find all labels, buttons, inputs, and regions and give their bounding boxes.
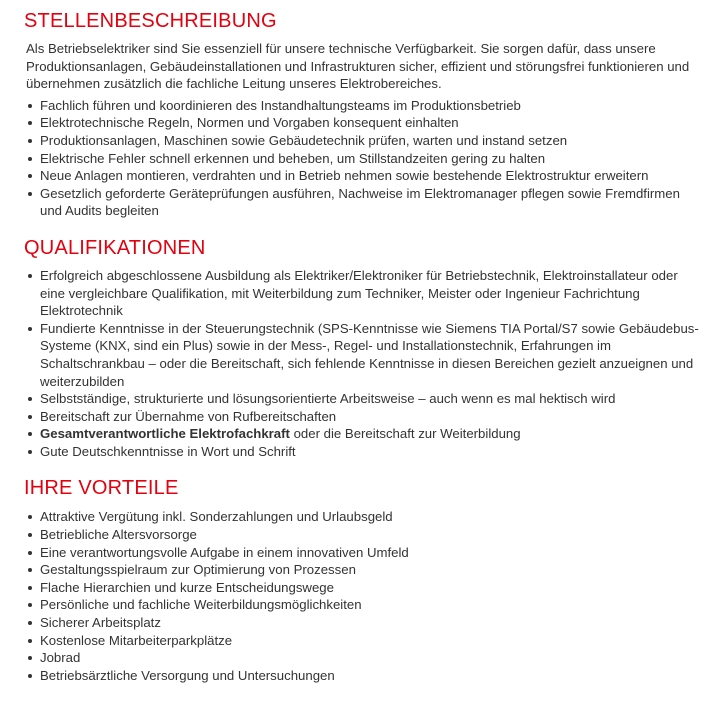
- list-item: Kostenlose Mitarbeiterparkplätze: [40, 632, 700, 650]
- section-qualifikationen: [24, 235, 701, 461]
- list-item: Jobrad: [40, 649, 700, 667]
- list-item: Bereitschaft zur Übernahme von Rufbereitschaften: [40, 408, 700, 426]
- list-item: Neue Anlagen montieren, verdrahten und in Betrieb nehmen sowie bestehende Elektrostruktur erweitern: [40, 167, 700, 185]
- quali-list: [24, 267, 701, 461]
- bold-text: Gesamtverantwortliche Elektrofachkraft: [40, 426, 290, 442]
- list-item: Attraktive Vergütung inkl. Sonderzahlungen und Urlaubsgeld: [40, 508, 700, 526]
- list-item: Flache Hierarchien und kurze Entscheidungswege: [40, 579, 700, 597]
- list-item: Selbstständige, strukturierte und lösungsorientierte Arbeitsweise – auch wenn es mal hektisch wird: [40, 390, 700, 408]
- list-item: Gestaltungsspielraum zur Optimierung von Prozessen: [40, 561, 700, 579]
- list-item: Elektrische Fehler schnell erkennen und beheben, um Stillstandzeiten gering zu halten: [40, 150, 700, 168]
- intro-paragraph: Als Betriebselektriker sind Sie essenziell für unsere technische Verfügbarkeit. Sie sorgen dafür, dass unsere Produktionsanlagen, Gebäudeinstallationen und Infrastrukturen sicher, effizient und störungsfrei funktionieren und übernehmen zusätzlich die fachliche Leitung unseres Elektrobereiches.: [26, 41, 690, 92]
- stellen-list: [24, 97, 701, 220]
- list-item: Gute Deutschkenntnisse in Wort und Schrift: [40, 443, 700, 461]
- list-item: Eine verantwortungsvolle Aufgabe in einem innovativen Umfeld: [40, 544, 700, 562]
- list-item: Erfolgreich abgeschlossene Ausbildung als Elektriker/Elektroniker für Betriebstechnik, Elektroinstallateur oder eine vergleichbare Qualifikation, mit Weiterbildung zum Techniker, Meister oder Ingenieur Fachrichtung Elektrotechnik: [40, 267, 700, 320]
- list-item: Betriebliche Altersvorsorge: [40, 526, 700, 544]
- list-item: Betriebsärztliche Versorgung und Untersuchungen: [40, 667, 700, 685]
- list-item: Persönliche und fachliche Weiterbildungsmöglichkeiten: [40, 596, 700, 614]
- list-item: Produktionsanlagen, Maschinen sowie Gebäudetechnik prüfen, warten und instand setzen: [40, 132, 700, 150]
- list-item: Gesetzlich geforderte Geräteprüfungen ausführen, Nachweise im Elektromanager pflegen sowie Fremdfirmen und Audits begleiten: [40, 185, 700, 220]
- section-stellenbeschreibung: [24, 8, 701, 220]
- section-title-stellenbeschreibung: STELLENBESCHREIBUNG: [24, 10, 277, 32]
- list-item: Fachlich führen und koordinieren des Instandhaltungsteams im Produktionsbetrieb: [40, 97, 700, 115]
- section-title-qualifikationen: QUALIFIKATIONEN: [24, 236, 206, 259]
- bold-item-rest: oder die Bereitschaft zur Weiterbildung: [289, 426, 521, 442]
- list-item: Elektrotechnische Regeln, Normen und Vorgaben konsequent einhalten: [40, 114, 700, 132]
- section-title-vorteile: IHRE VORTEILE: [24, 477, 179, 500]
- section-ihre-vorteile: [24, 475, 701, 684]
- vorteile-list: [24, 508, 701, 684]
- list-item: Fundierte Kenntnisse in der Steuerungstechnik (SPS-Kenntnisse wie Siemens TIA Portal/S7 sowie Gebäudebus-Systeme (KNX, sind ein Plus) sowie in der Mess-, Regel- und Installationstechnik, Erfahrungen im Schaltschrankbau – oder die Bereitschaft, sich fehlende Kenntnisse in diesen Bereichen gezielt anzueignen und weiterzubilden: [40, 320, 699, 389]
- list-item-bold: [40, 425, 700, 443]
- list-item: Sicherer Arbeitsplatz: [40, 614, 700, 632]
